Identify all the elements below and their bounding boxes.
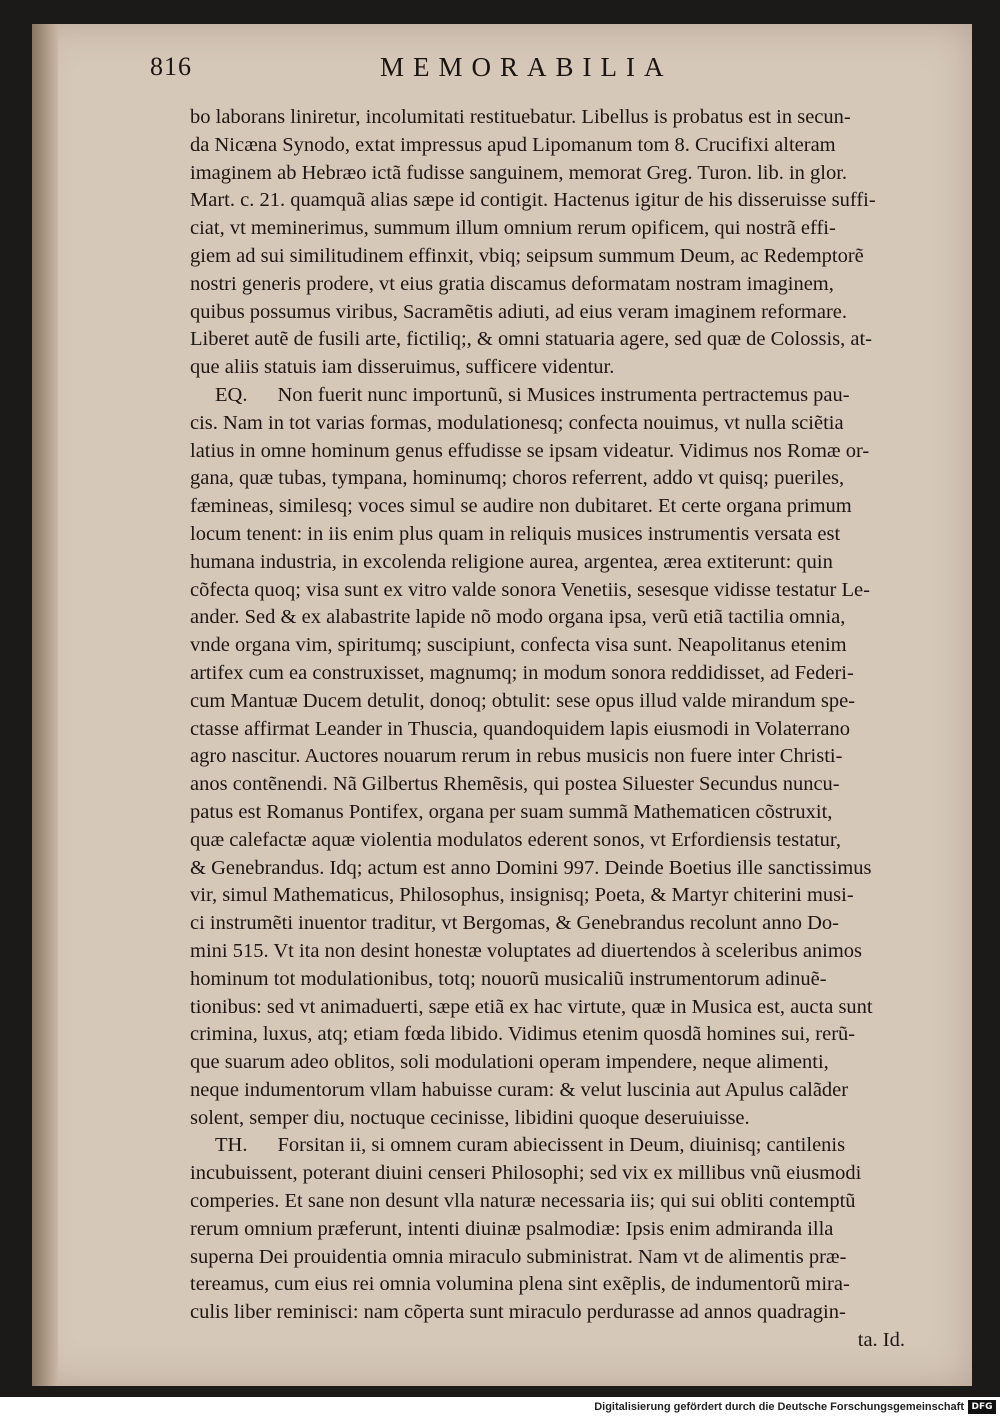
line-text: hominum tot modulationibus, totq; nouorũ musicaliũ instrumentorum adinuẽ- (190, 967, 827, 990)
text-line (190, 1299, 910, 1327)
line-text: anos contẽnendi. Nã Gilbertus Rhemẽsis, qui postea Siluester Secundus nuncu- (190, 773, 840, 796)
text-line (190, 882, 910, 910)
line-text: Mart. c. 21. quamquã alias sæpe id contigit. Hactenus igitur de his disseruisse suffi- (190, 189, 876, 212)
text-line (190, 465, 910, 493)
line-text: locum tenent: in iis enim plus quam in reliquis musices instrumentis versata est (190, 522, 841, 545)
text-line (190, 799, 910, 827)
line-text: que aliis statuis iam disseruimus, sufficere videntur. (190, 356, 615, 379)
dfg-logo-icon: DFG (968, 1400, 996, 1414)
line-text: tereamus, cum eius rei omnia volumina plena sint exẽplis, de indumentorũ mira- (190, 1273, 850, 1296)
text-line (190, 438, 910, 466)
text-line (190, 1327, 910, 1355)
line-text: gana, quæ tubas, tympana, hominumq; choros referrent, addo vt quisq; pueriles, (190, 467, 845, 490)
text-line (190, 994, 910, 1022)
text-line (190, 632, 910, 660)
line-text: artifex cum ea construxisset, magnumq; in modum sonora reddidisset, ad Federi- (190, 661, 854, 684)
text-line (190, 1021, 910, 1049)
text-line (190, 938, 910, 966)
header-title: MEMORABILIA (380, 52, 673, 82)
line-text: Non fuerit nunc importunũ, si Musices instrumenta pertractemus pau- (277, 383, 850, 406)
page-binding-shadow (32, 24, 58, 1386)
line-text: humana industria, in excolenda religione aurea, argentea, ærea extiterunt: quin (190, 550, 833, 573)
line-text: neque indumentorum vllam habuisse curam: & velut luscinia aut Apulus calãder (190, 1078, 849, 1101)
line-text: ctasse affirmat Leander in Thuscia, quandoquidem lapis eiusmodi in Volaterrano (190, 717, 851, 740)
speaker-tag: EQ. (215, 383, 248, 406)
line-text: Forsitan ii, si omnem curam abiecissent in Deum, diuinisq; cantilenis (277, 1134, 846, 1157)
line-text: mini 515. Vt ita non desint honestæ voluptates ad diuertendos à sceleribus animos (190, 939, 863, 962)
line-text: ci instrumẽti inuentor traditur, vt Bergomas, & Genebrandus recolunt anno Do- (190, 912, 839, 935)
line-text: vir, simul Mathematicus, Philosophus, insignisq; Poeta, & Martyr chiterini musi- (190, 884, 854, 907)
page-number: 816 (150, 52, 192, 81)
footer-bar (0, 1397, 1000, 1419)
text-line (190, 326, 910, 354)
text-line (190, 521, 910, 549)
text-line (190, 660, 910, 688)
line-text: latius in omne hominum genus effudisse se ipsam videatur. Vidimus nos Romæ or- (190, 439, 870, 462)
text-line (190, 215, 910, 243)
line-text: nostri generis prodere, vt eius gratia discamus deformatam nostram imaginem, (190, 272, 834, 295)
running-head (150, 52, 890, 92)
footer-credit: Digitalisierung gefördert durch die Deutsche Forschungsgemeinschaft (594, 1401, 964, 1413)
line-text: ciat, vt meminerimus, summum illum omnium rerum opificem, qui nostrã effi- (190, 217, 836, 240)
text-line (190, 1105, 910, 1133)
text-line (190, 1216, 910, 1244)
line-text: superna Dei prouidentia omnia miraculo subministrat. Nam vt de alimentis præ- (190, 1245, 847, 1268)
text-line (190, 1244, 910, 1272)
body-text (190, 104, 910, 1355)
line-text: patus est Romanus Pontifex, organa per suam summã Mathematicen cõstruxit, (190, 800, 833, 823)
text-line (190, 243, 910, 271)
text-line (190, 1160, 910, 1188)
line-text: crimina, luxus, atq; etiam fœda libido. Vidimus etenim quosdã homines sui, rerũ- (190, 1023, 856, 1046)
line-text: agro nascitur. Auctores nouarum rerum in rebus musicis non fuere inter Christi- (190, 745, 843, 768)
text-line (190, 716, 910, 744)
text-line (190, 104, 910, 132)
line-text: comperies. Et sane non desunt vlla naturæ necessaria iis; qui sui obliti contemptũ (190, 1190, 856, 1213)
line-text: cum Mantuæ Ducem detulit, donoq; obtulit: sese opus illud valde mirandum spe- (190, 689, 856, 712)
text-line (190, 577, 910, 605)
text-line (190, 855, 910, 883)
text-line (190, 827, 910, 855)
line-text: cõfecta quoq; visa sunt ex vitro valde sonora Venetiis, sesesque vidisse testatur Le- (190, 578, 870, 601)
line-text: culis liber reminisci: nam cõperta sunt miraculo perdurasse ad annos quadragin- (190, 1301, 846, 1324)
line-text: Liberet autẽ de fusili arte, fictiliq;, & omni statuaria agere, sed quæ de Colossis, at- (190, 328, 873, 351)
line-text: fæmineas, similesq; voces simul se audire non dubitaret. Et certe organa primum (190, 495, 852, 518)
line-text: da Nicæna Synodo, extat impressus apud Lipomanum tom 8. Crucifixi alteram (190, 133, 836, 156)
text-line (190, 549, 910, 577)
text-line (190, 410, 910, 438)
text-line (190, 966, 910, 994)
line-text: cis. Nam in tot varias formas, modulationesq; confecta nouimus, vt nulla sciẽtia (190, 411, 844, 434)
text-line (190, 1188, 910, 1216)
text-line (190, 160, 910, 188)
text-line (190, 1132, 910, 1160)
text-line (190, 1077, 910, 1105)
text-line (190, 604, 910, 632)
line-text: & Genebrandus. Idq; actum est anno Domini 997. Deinde Boetius ille sanctissimus (190, 856, 872, 879)
text-line (190, 382, 910, 410)
text-line (190, 1049, 910, 1077)
text-line (190, 493, 910, 521)
speaker-tag: TH. (215, 1134, 248, 1157)
line-text: bo laborans liniretur, incolumitati restituebatur. Libellus is probatus est in secun- (190, 106, 851, 128)
text-line (190, 187, 910, 215)
line-text: vnde organa vim, spiritumq; suscipiunt, confecta visa sunt. Neapolitanus etenim (190, 634, 847, 657)
text-line (190, 132, 910, 160)
line-text: giem ad sui similitudinem effinxit, vbiq; seipsum summum Deum, ac Redemptorẽ (190, 244, 864, 267)
line-text: rerum omnium præferunt, intenti diuinæ psalmodiæ: Ipsis enim admiranda illa (190, 1217, 834, 1240)
text-line (190, 771, 910, 799)
line-text: ander. Sed & ex alabastrite lapide nõ modo organa ipsa, verũ etiã tactilia omnia, (190, 606, 846, 629)
text-line (190, 743, 910, 771)
line-text: incubuissent, poterant diuini censeri Philosophi; sed vix ex millibus vnũ eiusmodi (190, 1162, 862, 1185)
text-line (190, 1271, 910, 1299)
text-line (190, 354, 910, 382)
text-line (190, 910, 910, 938)
text-line (190, 299, 910, 327)
text-line (190, 271, 910, 299)
line-text: ta. Id. (857, 1329, 905, 1352)
line-text: que suarum adeo oblitos, soli modulationi operam impendere, neque alimenti, (190, 1051, 829, 1074)
text-line (190, 688, 910, 716)
line-text: imaginem ab Hebræo ictã fudisse sanguinem, memorat Greg. Turon. lib. in glor. (190, 161, 848, 184)
line-text: tionibus: sed vt animaduerti, sæpe etiã ex hac virtute, quæ in Musica est, aucta sunt (190, 995, 873, 1018)
line-text: quibus possumus viribus, Sacramẽtis adiuti, ad eius veram imaginem reformare. (190, 300, 847, 323)
line-text: solent, semper diu, noctuque cecinisse, libidini quoque deseruiuisse. (190, 1106, 750, 1129)
line-text: quæ calefactæ aquæ violentia modulatos ederent sonos, vt Erfordiensis testatur, (190, 828, 842, 851)
